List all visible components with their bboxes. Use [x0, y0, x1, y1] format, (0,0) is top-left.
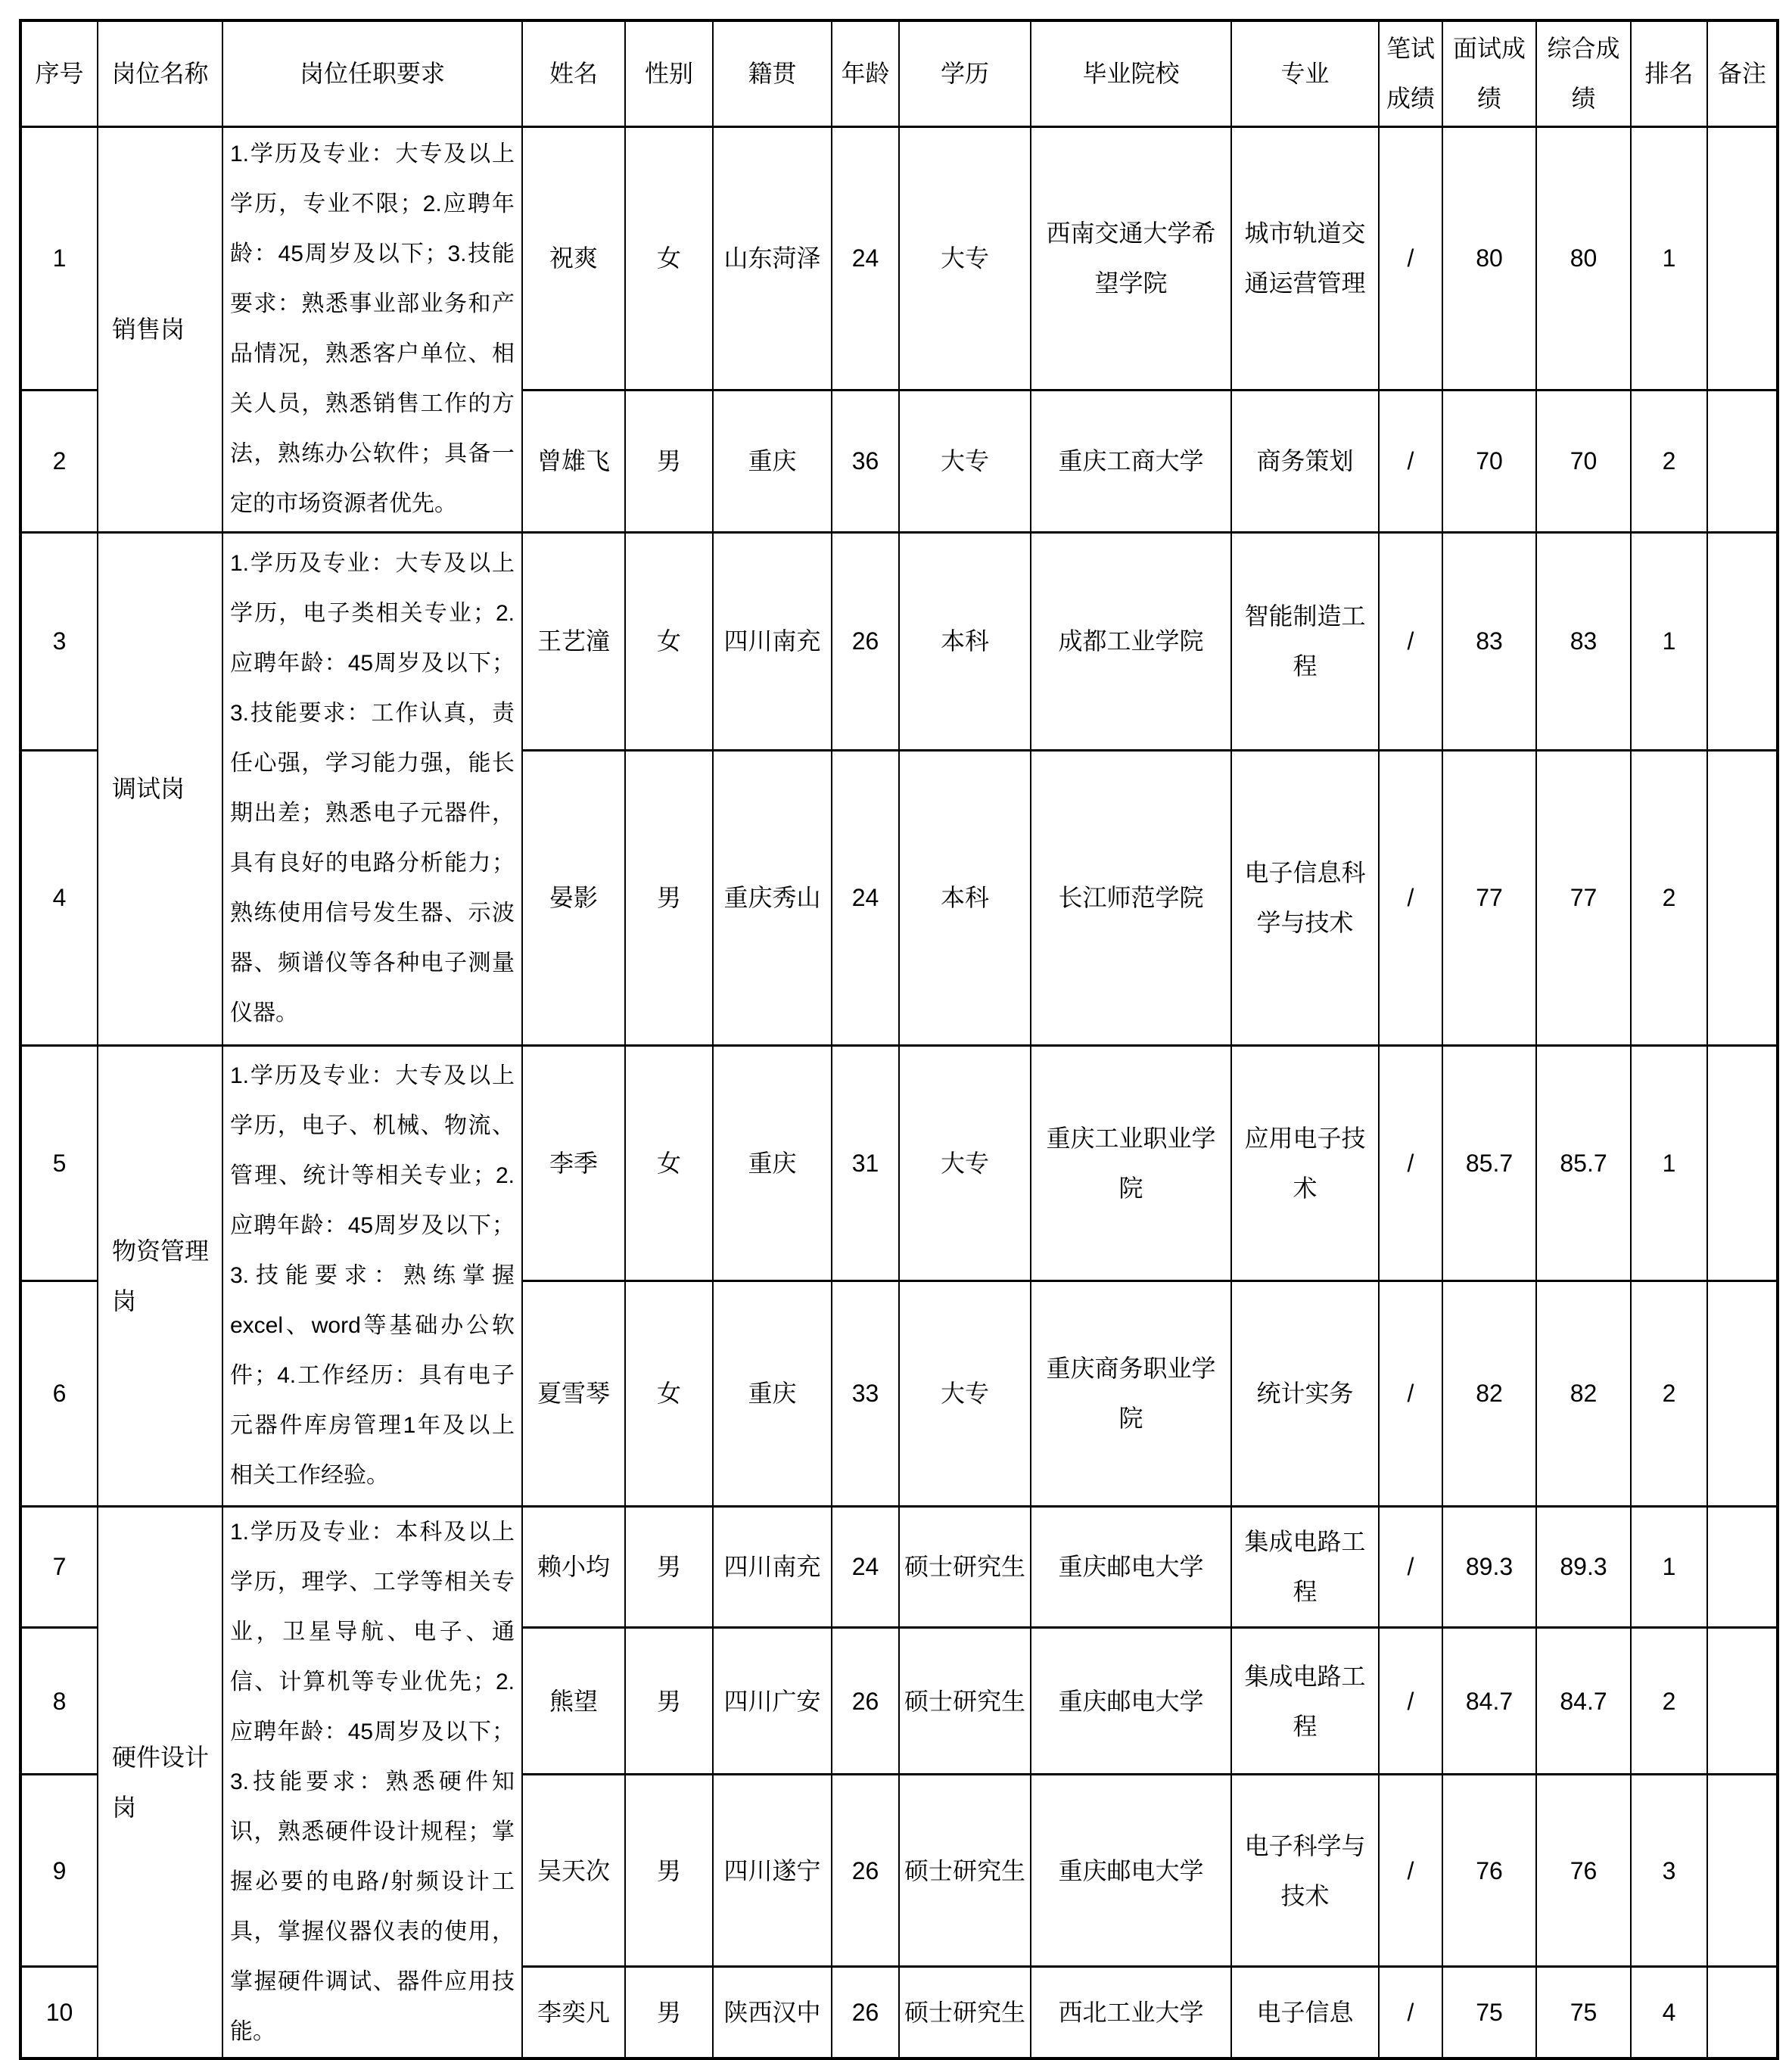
cell-name: 李奕凡	[522, 1966, 625, 2058]
cell-remark	[1707, 1627, 1778, 1775]
cell-rank: 2	[1631, 750, 1707, 1045]
cell-school: 长江师范学院	[1031, 750, 1231, 1045]
cell-interview-score: 83	[1442, 532, 1536, 750]
cell-written-score: /	[1379, 126, 1442, 390]
cell-age: 36	[832, 390, 899, 532]
cell-education: 大专	[899, 1045, 1031, 1280]
cell-overall-score: 84.7	[1536, 1627, 1631, 1775]
cell-position-debug: 调试岗	[98, 532, 222, 1045]
cell-remark	[1707, 1506, 1778, 1627]
cell-requirements-debug: 1.学历及专业：大专及以上学历，电子类相关专业；2.应聘年龄：45周岁及以下；3.技能要求：工作认真，责任心强，学习能力强，能长期出差；熟悉电子元器件，具有良好的电路分析能力；熟练使用信号发生器、示波器、频谱仪等各种电子测量仪器。	[222, 532, 522, 1045]
cell-education: 大专	[899, 126, 1031, 390]
cell-gender: 男	[625, 1627, 713, 1775]
cell-position-sales: 销售岗	[98, 126, 222, 532]
cell-name: 赖小均	[522, 1506, 625, 1627]
cell-major: 商务策划	[1231, 390, 1379, 532]
cell-origin: 陕西汉中	[713, 1966, 832, 2058]
cell-written-score: /	[1379, 1506, 1442, 1627]
cell-overall-score: 89.3	[1536, 1506, 1631, 1627]
cell-seq: 4	[20, 750, 98, 1045]
cell-interview-score: 89.3	[1442, 1506, 1536, 1627]
cell-written-score: /	[1379, 750, 1442, 1045]
cell-education: 大专	[899, 1280, 1031, 1506]
cell-seq: 5	[20, 1045, 98, 1280]
cell-name: 李季	[522, 1045, 625, 1280]
cell-interview-score: 80	[1442, 126, 1536, 390]
header-name: 姓名	[522, 20, 625, 126]
cell-rank: 2	[1631, 1627, 1707, 1775]
cell-rank: 1	[1631, 1045, 1707, 1280]
cell-major: 应用电子技术	[1231, 1045, 1379, 1280]
cell-rank: 1	[1631, 532, 1707, 750]
cell-written-score: /	[1379, 1045, 1442, 1280]
table-row	[20, 126, 1778, 390]
cell-age: 31	[832, 1045, 899, 1280]
cell-interview-score: 70	[1442, 390, 1536, 532]
cell-school: 成都工业学院	[1031, 532, 1231, 750]
table-row	[20, 1045, 1778, 1280]
cell-remark	[1707, 126, 1778, 390]
header-requirements: 岗位任职要求	[222, 20, 522, 126]
cell-education: 硕士研究生	[899, 1966, 1031, 2058]
cell-seq: 3	[20, 532, 98, 750]
cell-school: 重庆商务职业学院	[1031, 1280, 1231, 1506]
cell-interview-score: 84.7	[1442, 1627, 1536, 1775]
cell-remark	[1707, 1775, 1778, 1966]
cell-overall-score: 83	[1536, 532, 1631, 750]
cell-remark	[1707, 390, 1778, 532]
cell-name: 熊望	[522, 1627, 625, 1775]
cell-school: 重庆工业职业学院	[1031, 1045, 1231, 1280]
cell-overall-score: 77	[1536, 750, 1631, 1045]
header-position: 岗位名称	[98, 20, 222, 126]
cell-overall-score: 82	[1536, 1280, 1631, 1506]
cell-overall-score: 76	[1536, 1775, 1631, 1966]
cell-age: 24	[832, 1506, 899, 1627]
cell-written-score: /	[1379, 390, 1442, 532]
cell-seq: 7	[20, 1506, 98, 1627]
cell-gender: 男	[625, 1506, 713, 1627]
cell-overall-score: 80	[1536, 126, 1631, 390]
cell-school: 重庆邮电大学	[1031, 1775, 1231, 1966]
cell-gender: 女	[625, 1280, 713, 1506]
cell-education: 本科	[899, 532, 1031, 750]
cell-rank: 4	[1631, 1966, 1707, 2058]
cell-school: 重庆邮电大学	[1031, 1506, 1231, 1627]
cell-name: 王艺潼	[522, 532, 625, 750]
cell-name: 曾雄飞	[522, 390, 625, 532]
cell-age: 26	[832, 1627, 899, 1775]
cell-interview-score: 75	[1442, 1966, 1536, 2058]
cell-rank: 1	[1631, 1506, 1707, 1627]
cell-gender: 女	[625, 1045, 713, 1280]
cell-origin: 重庆秀山	[713, 750, 832, 1045]
cell-written-score: /	[1379, 1775, 1442, 1966]
cell-name: 祝爽	[522, 126, 625, 390]
cell-written-score: /	[1379, 1280, 1442, 1506]
header-interview-score: 面试成绩	[1442, 20, 1536, 126]
cell-requirements-sales: 1.学历及专业：大专及以上学历，专业不限；2.应聘年龄：45周岁及以下；3.技能要求：熟悉事业部业务和产品情况，熟悉客户单位、相关人员，熟悉销售工作的方法，熟练办公软件；具备一定的市场资源者优先。	[222, 126, 522, 532]
cell-origin: 重庆	[713, 1045, 832, 1280]
cell-position-materials: 物资管理岗	[98, 1045, 222, 1506]
cell-origin: 四川广安	[713, 1627, 832, 1775]
cell-major: 电子科学与技术	[1231, 1775, 1379, 1966]
cell-gender: 女	[625, 126, 713, 390]
cell-seq: 2	[20, 390, 98, 532]
header-major: 专业	[1231, 20, 1379, 126]
cell-remark	[1707, 1966, 1778, 2058]
cell-rank: 1	[1631, 126, 1707, 390]
cell-age: 24	[832, 750, 899, 1045]
cell-name: 晏影	[522, 750, 625, 1045]
table-row	[20, 1506, 1778, 1627]
cell-gender: 女	[625, 532, 713, 750]
header-written-score: 笔试成绩	[1379, 20, 1442, 126]
cell-rank: 3	[1631, 1775, 1707, 1966]
cell-school: 西北工业大学	[1031, 1966, 1231, 2058]
cell-seq: 1	[20, 126, 98, 390]
header-seq: 序号	[20, 20, 98, 126]
cell-origin: 重庆	[713, 390, 832, 532]
cell-written-score: /	[1379, 532, 1442, 750]
cell-gender: 男	[625, 1775, 713, 1966]
cell-origin: 山东菏泽	[713, 126, 832, 390]
cell-remark	[1707, 532, 1778, 750]
cell-seq: 8	[20, 1627, 98, 1775]
header-school: 毕业院校	[1031, 20, 1231, 126]
cell-interview-score: 82	[1442, 1280, 1536, 1506]
cell-age: 26	[832, 532, 899, 750]
cell-requirements-materials: 1.学历及专业：大专及以上学历，电子、机械、物流、管理、统计等相关专业；2.应聘年龄：45周岁及以下；3.技能要求：熟练掌握excel、word等基础办公软件；4.工作经历：具有电子元器件库房管理1年及以上相关工作经验。	[222, 1045, 522, 1506]
header-education: 学历	[899, 20, 1031, 126]
cell-education: 硕士研究生	[899, 1775, 1031, 1966]
cell-name: 夏雪琴	[522, 1280, 625, 1506]
cell-gender: 男	[625, 390, 713, 532]
header-overall-score: 综合成绩	[1536, 20, 1631, 126]
cell-age: 24	[832, 126, 899, 390]
cell-interview-score: 76	[1442, 1775, 1536, 1966]
cell-major: 电子信息	[1231, 1966, 1379, 2058]
header-gender: 性别	[625, 20, 713, 126]
cell-seq: 10	[20, 1966, 98, 2058]
cell-major: 智能制造工程	[1231, 532, 1379, 750]
cell-school: 西南交通大学希望学院	[1031, 126, 1231, 390]
cell-seq: 9	[20, 1775, 98, 1966]
cell-overall-score: 85.7	[1536, 1045, 1631, 1280]
cell-interview-score: 85.7	[1442, 1045, 1536, 1280]
cell-gender: 男	[625, 1966, 713, 2058]
cell-rank: 2	[1631, 390, 1707, 532]
cell-major: 集成电路工程	[1231, 1506, 1379, 1627]
cell-remark	[1707, 750, 1778, 1045]
cell-origin: 重庆	[713, 1280, 832, 1506]
cell-age: 33	[832, 1280, 899, 1506]
table-row	[20, 532, 1778, 750]
cell-education: 硕士研究生	[899, 1627, 1031, 1775]
header-age: 年龄	[832, 20, 899, 126]
cell-school: 重庆工商大学	[1031, 390, 1231, 532]
cell-position-hardware: 硬件设计岗	[98, 1506, 222, 2058]
cell-major: 集成电路工程	[1231, 1627, 1379, 1775]
cell-rank: 2	[1631, 1280, 1707, 1506]
cell-education: 本科	[899, 750, 1031, 1045]
cell-age: 26	[832, 1775, 899, 1966]
cell-major: 城市轨道交通运营管理	[1231, 126, 1379, 390]
cell-education: 大专	[899, 390, 1031, 532]
cell-overall-score: 75	[1536, 1966, 1631, 2058]
cell-written-score: /	[1379, 1966, 1442, 2058]
header-row	[20, 20, 1778, 126]
cell-remark	[1707, 1280, 1778, 1506]
recruitment-results-table	[19, 19, 1779, 2060]
cell-interview-score: 77	[1442, 750, 1536, 1045]
cell-seq: 6	[20, 1280, 98, 1506]
header-remark: 备注	[1707, 20, 1778, 126]
cell-name: 吴天次	[522, 1775, 625, 1966]
cell-origin: 四川南充	[713, 532, 832, 750]
cell-written-score: /	[1379, 1627, 1442, 1775]
cell-remark	[1707, 1045, 1778, 1280]
cell-origin: 四川南充	[713, 1506, 832, 1627]
cell-education: 硕士研究生	[899, 1506, 1031, 1627]
recruitment-results-table-wrap	[19, 19, 1779, 2060]
cell-major: 电子信息科学与技术	[1231, 750, 1379, 1045]
cell-age: 26	[832, 1966, 899, 2058]
cell-overall-score: 70	[1536, 390, 1631, 532]
header-rank: 排名	[1631, 20, 1707, 126]
cell-major: 统计实务	[1231, 1280, 1379, 1506]
header-origin: 籍贯	[713, 20, 832, 126]
cell-origin: 四川遂宁	[713, 1775, 832, 1966]
cell-requirements-hardware: 1.学历及专业：本科及以上学历，理学、工学等相关专业，卫星导航、电子、通信、计算机等专业优先；2.应聘年龄：45周岁及以下；3.技能要求：熟悉硬件知识，熟悉硬件设计规程；掌握必要的电路/射频设计工具，掌握仪器仪表的使用，掌握硬件调试、器件应用技能。	[222, 1506, 522, 2058]
cell-school: 重庆邮电大学	[1031, 1627, 1231, 1775]
cell-gender: 男	[625, 750, 713, 1045]
